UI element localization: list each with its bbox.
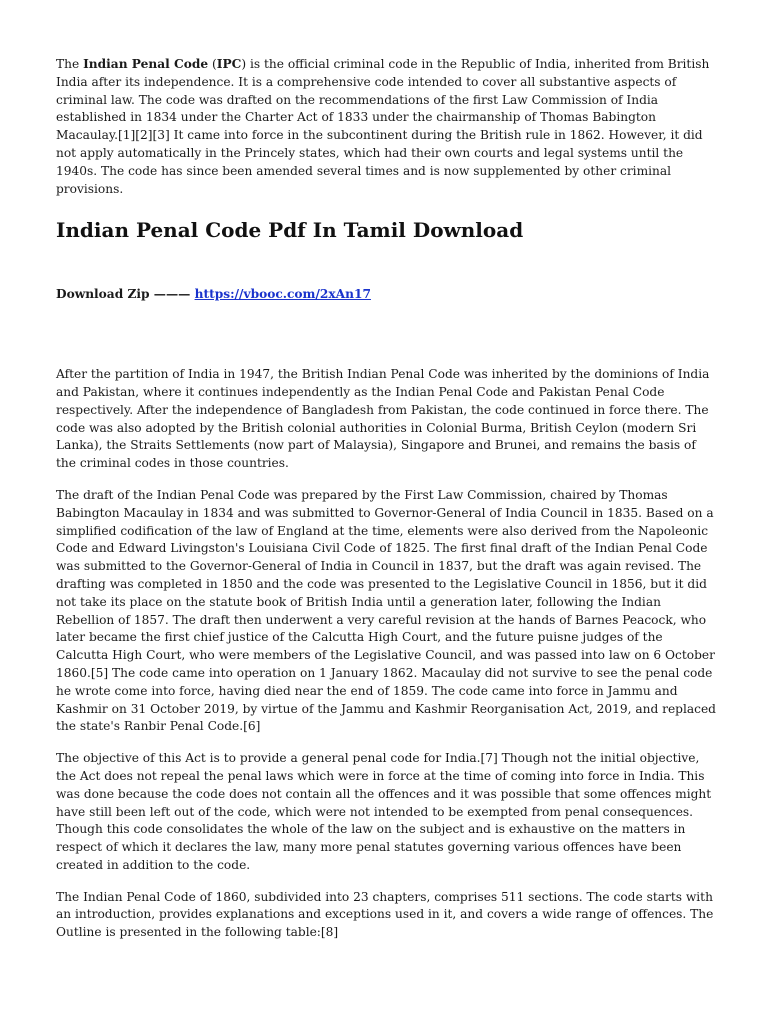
download-line	[56, 286, 716, 304]
intro-paragraph	[56, 56, 716, 198]
page-heading: Indian Penal Code Pdf In Tamil Download	[56, 218, 524, 243]
intro-prefix: The	[56, 57, 84, 71]
body-paragraph-draft: The draft of the Indian Penal Code was prepared by the First Law Commission, chaired by Thomas Babington Macaulay in 1834 and was submitted to Governor-General of India Council in 1835. Based on a simplified codification of the law of England at the time, elements were also derived from the Napoleonic Code and Edward Livingston's Louisiana Civil Code of 1825. The first final draft of the Indian Penal Code was submitted to the Governor-General of India in Council in 1837, but the draft was again revised. The drafting was completed in 1850 and the code was presented to the Legislative Council in 1856, but it did not take its place on the statute book of British India until a generation later, following the Indian Rebellion of 1857. The draft then underwent a very careful revision at the hands of Barnes Peacock, who later became the first chief justice of the Calcutta High Court, and the future puisne judges of the Calcutta High Court, who were members of the Legislative Council, and was passed into law on 6 October 1860.[5] The code came into operation on 1 January 1862. Macaulay did not survive to see the penal code he wrote come into force, having died near the end of 1859. The code came into force in Jammu and Kashmir on 31 October 2019, by virtue of the Jammu and Kashmir Reorganisation Act, 2019, and replaced the state's Ranbir Penal Code.[6]	[56, 487, 716, 734]
body-paragraph-outline: The Indian Penal Code of 1860, subdivided into 23 chapters, comprises 511 sections. The code starts with an introduction, provides explanations and exceptions used in it, and covers a wide range of offences. The Outline is presented in the following table:[8]	[56, 889, 714, 940]
intro-rest: ) is the official criminal code in the Republic of India, inherited from British India after its independence. It is a comprehensive code intended to cover all substantive aspects of criminal law. The code was drafted on the recommendations of the first Law Commission of India established in 1834 under the Charter Act of 1833 under the chairmanship of Thomas Babington Macaulay.[1][2][3] It came into force in the subcontinent during the British rule in 1862. However, it did not apply automatically in the Princely states, which had their own courts and legal systems until the 1940s. The code has since been amended several times and is now supplemented by other criminal provisions.	[56, 57, 710, 196]
document-page	[56, 56, 716, 942]
intro-bold-abbr: IPC	[216, 57, 242, 71]
intro-bold-name: Indian Penal Code	[83, 57, 209, 71]
body-paragraph-partition: After the partition of India in 1947, the British Indian Penal Code was inherited by the dominions of India and Pakistan, where it continues independently as the Indian Penal Code and Pakistan Penal Code respectively. After the independence of Bangladesh from Pakistan, the code continued in force there. The code was also adopted by the British colonial authorities in Colonial Burma, British Ceylon (modern Sri Lanka), the Straits Settlements (now part of Malaysia), Singapore and Brunei, and remains the basis of the criminal codes in those countries.	[56, 367, 710, 471]
download-label: Download Zip ———	[56, 287, 195, 302]
intro-paren-open: (	[208, 57, 217, 71]
download-link[interactable]: https://vbooc.com/2xAn17	[194, 287, 371, 302]
body-paragraph-objective: The objective of this Act is to provide a general penal code for India.[7] Though not the initial objective, the Act does not repeal the penal laws which were in force at the time of coming into force in India. This was done because the code does not contain all the offences and it was possible that some offences might have still been left out of the code, which were not intended to be exempted from penal consequences. Though this code consolidates the whole of the law on the subject and is exhaustive on the matters in respect of which it declares the law, many more penal statutes governing various offences have been created in addition to the code.	[56, 751, 712, 872]
